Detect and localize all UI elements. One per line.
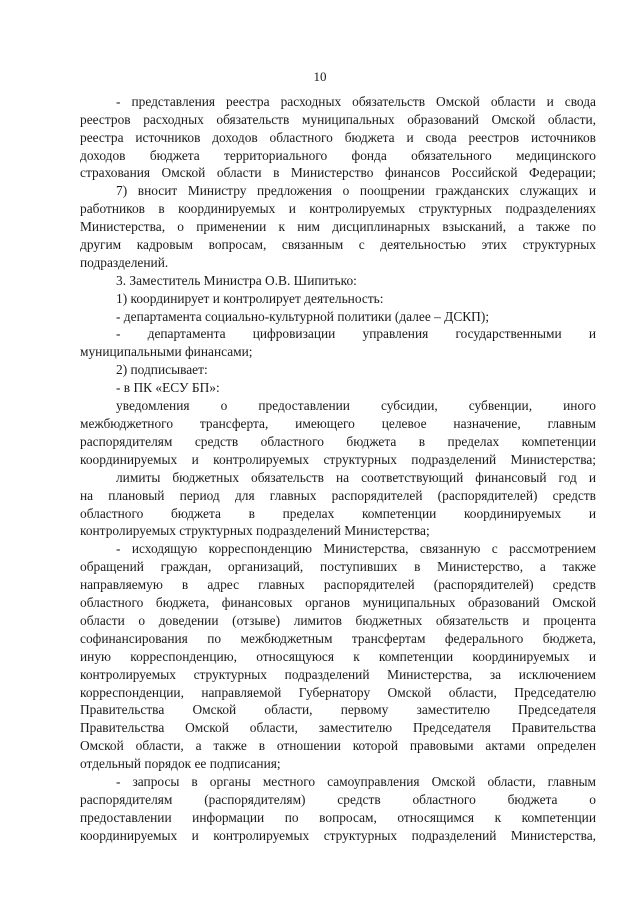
text-line: Министерства, о применении к ним дисциплинарных взысканий, а также по [80,219,596,234]
text-line: предоставлении информации по вопросам, относящимся к компетенции [80,810,596,825]
text-line: работников в координируемых и контролируемых структурных подразделениях [80,201,596,216]
text-line: контролируемых структурных подразделений Министерства, за исключением [80,667,596,682]
text-line: - запросы в органы местного самоуправления Омской области, главным [116,774,596,789]
text-line: - представления реестра расходных обязательств Омской области и свода [116,94,596,109]
text-line: координируемых и контролируемых структурных подразделений Министерства; [80,452,596,467]
text-line: корреспонденции, направляемой Губернатору Омской области, Председателю [80,685,596,700]
text-line: доходов бюджета территориального фонда обязательного медицинского [80,148,596,163]
text-line: области о доведении (отзыве) лимитов бюджетных обязательств и процента [80,613,596,628]
text-line: - в ПК «ЕСУ БП»: [116,380,220,395]
text-line: - департамента цифровизации управления государственными и [116,326,596,341]
text-line: другим кадровым вопросам, связанным с деятельностью этих структурных [80,237,596,252]
text-line: контролируемых структурных подразделений Министерства; [80,523,430,538]
text-line: 3. Заместитель Министра О.В. Шипитько: [116,273,357,288]
text-line: Правительства Омской области, первому заместителю Председателя [80,702,596,717]
text-line: страхования Омской области в Министерство финансов Российской Федерации; [80,165,596,180]
text-line: 7) вносит Министру предложения о поощрении гражданских служащих и [116,183,596,198]
text-line: областного бюджета в пределах компетенции координируемых и [80,506,596,521]
text-line: направляемую в адрес главных распорядителей (распорядителей) средств [80,577,596,592]
text-line: - исходящую корреспонденцию Министерства, связанную с рассмотрением [116,541,596,556]
page-number: 10 [313,69,327,84]
text-line: Правительства Омской области, заместителю Председателя Правительства [80,720,596,735]
text-line: - департамента социально-культурной политики (далее – ДСКП); [116,309,490,324]
text-line: Омской области, а также в отношении которой правовыми актами определен [80,738,596,753]
text-line: областного бюджета, финансовых органов муниципальных образований Омской [80,595,596,610]
text-line: иную корреспонденцию, относящуюся к компетенции координируемых и [80,649,596,664]
text-line: обращений граждан, организаций, поступивших в Министерство, а также [80,559,596,574]
text-line: распорядителям средств областного бюджета в пределах компетенции [80,434,596,449]
text-line: реестров расходных обязательств муниципальных образований Омской области, [80,112,596,127]
text-line: лимиты бюджетных обязательств на соответствующий финансовый год и [116,470,596,485]
text-line: распорядителям (распорядителям) средств областного бюджета о [80,792,596,807]
text-line: уведомления о предоставлении субсидии, субвенции, иного [116,398,596,413]
text-line: 1) координирует и контролирует деятельность: [116,291,384,306]
text-line: отдельный порядок ее подписания; [80,756,281,771]
text-line: муниципальными финансами; [80,344,253,359]
text-line: на плановый период для главных распорядителей (распорядителей) средств [80,488,596,503]
text-line: софинансирования по межбюджетным трансфертам федерального бюджета, [80,631,596,646]
text-line: межбюджетного трансферта, имеющего целевое назначение, главным [80,416,596,431]
text-line: 2) подписывает: [116,362,208,377]
text-line: подразделений. [80,255,169,270]
text-line: координируемых и контролируемых структурных подразделений Министерства, [80,828,596,843]
text-line: реестра источников доходов областного бюджета и свода реестров источников [80,130,596,145]
